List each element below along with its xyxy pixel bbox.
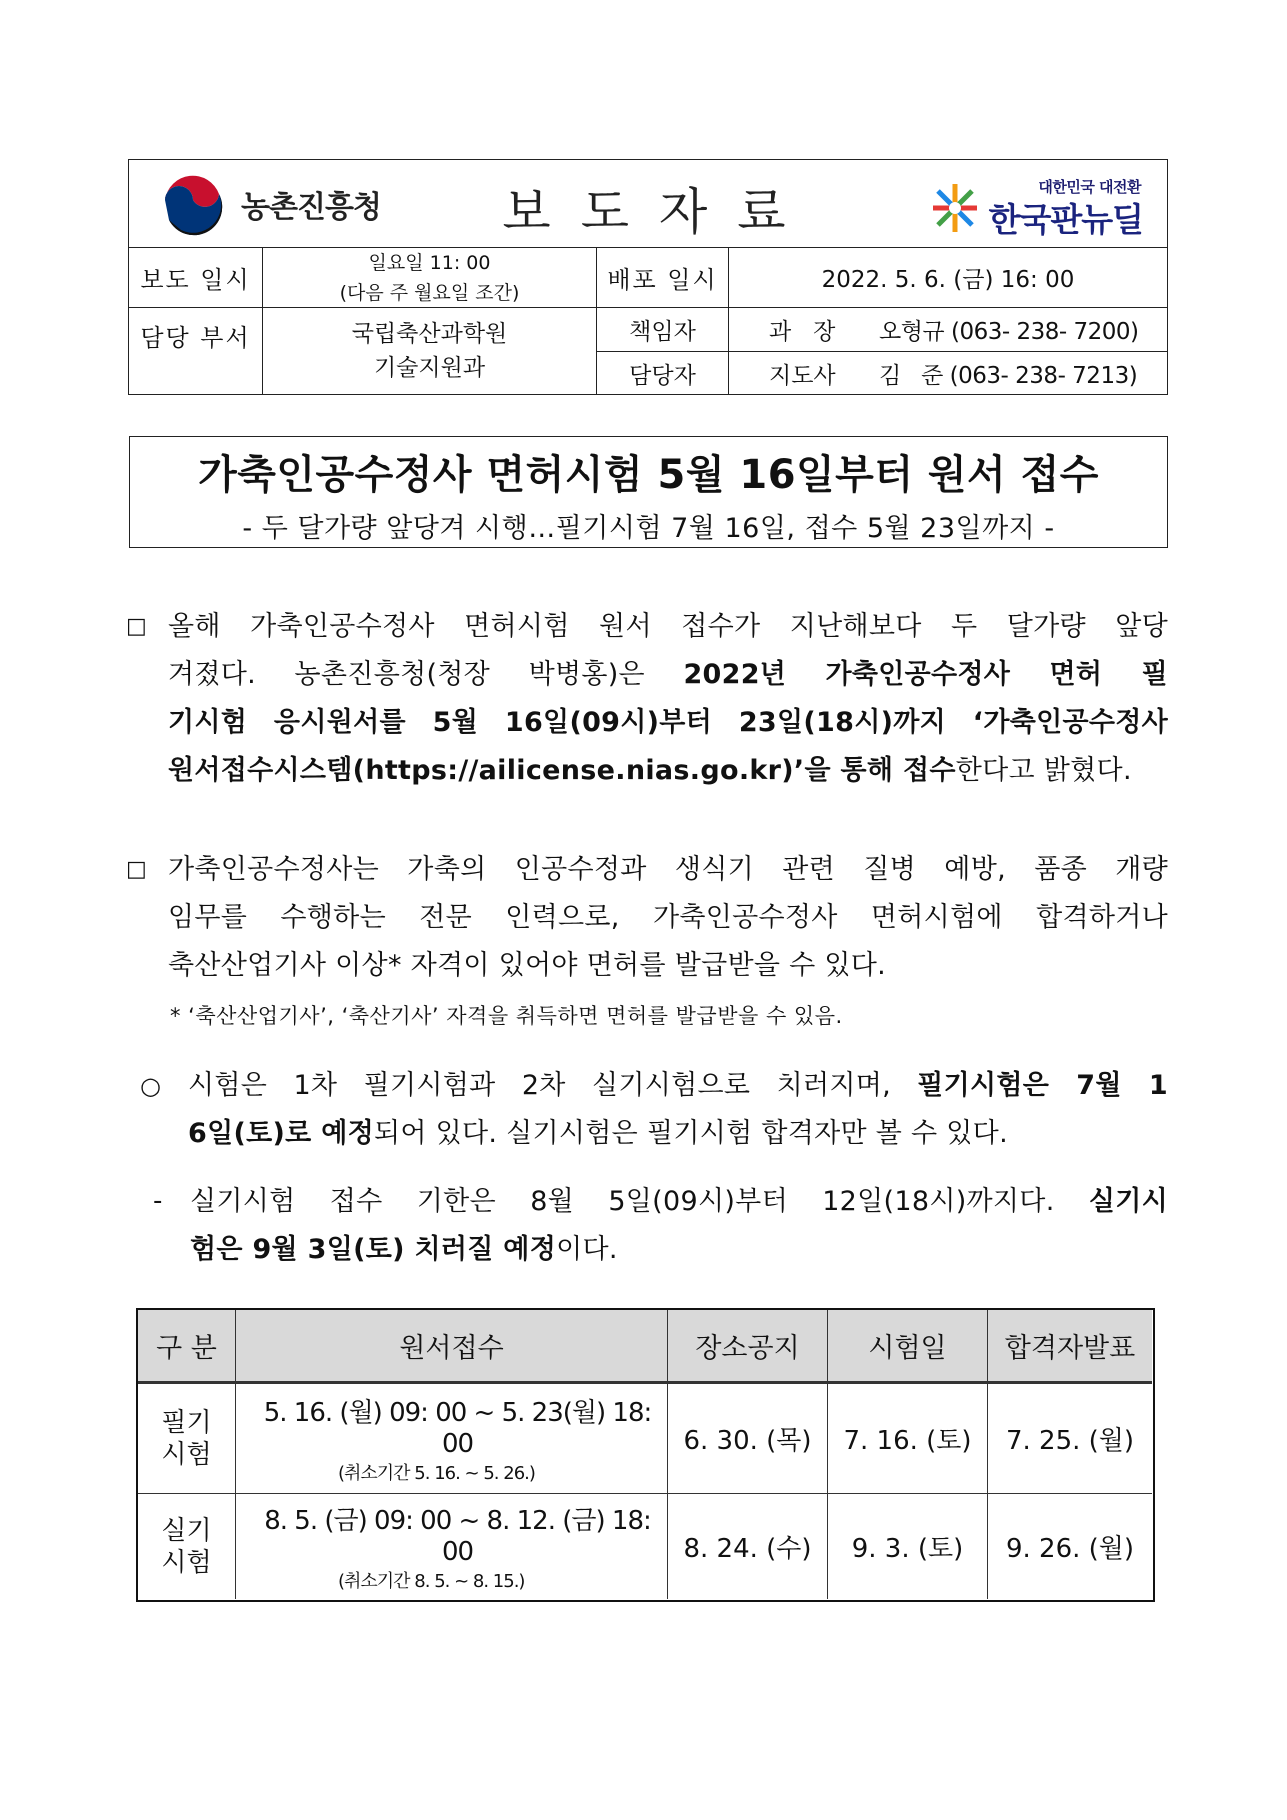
p3-line-1: 시험은 1차 필기시험과 2차 실기시험으로 치러지며, 필기시험은 7월 1 xyxy=(188,1070,1168,1101)
p2-line-3: 축산산업기사 이상* 자격이 있어야 면허를 발급받을 수 있다. xyxy=(168,950,887,981)
p2-line-1: 가축인공수정사는 가축의 인공수정과 생식기 관련 질병 예방, 품종 개량 xyxy=(168,854,1168,885)
dash-bullet-icon: - xyxy=(153,1186,163,1216)
rda-logo xyxy=(159,170,449,238)
manager-row xyxy=(729,308,1167,352)
table-row-written-result: 7. 25. (월) xyxy=(988,1384,1152,1494)
korean-new-deal-logo xyxy=(925,172,1145,238)
press-header-banner xyxy=(129,160,1167,248)
press-header-table xyxy=(128,159,1168,395)
table-row-practical-result: 9. 26. (월) xyxy=(1005,1534,1135,1564)
paragraph-2 xyxy=(168,846,1168,990)
release-day: 일요일 11: 00 xyxy=(368,251,491,274)
department-division: 기술지원과 xyxy=(373,355,486,381)
col-header-application: 원서접수 xyxy=(236,1310,668,1384)
press-release-title: 보도자료 xyxy=(502,183,816,241)
new-deal-title: 한국판뉴딜 xyxy=(988,200,1143,239)
table-row-practical-notice: 8. 24. (수) xyxy=(668,1494,828,1599)
contact-name: 김 준 (063- 238- 7213) xyxy=(879,362,1138,389)
table-row-written-apply: 5. 16. (월) 09: 00 ~ 5. 23(월) 18: 00 (취소기간 5. 16. ~ 5. 26.) xyxy=(236,1384,668,1494)
square-bullet-icon: □ xyxy=(126,614,147,639)
distribute-date-label: 배포 일시 xyxy=(597,248,729,308)
p3-line-2: 6일(토)로 예정되어 있다. 실기시험은 필기시험 합격자만 볼 수 있다. xyxy=(188,1118,1008,1149)
p1-line-2: 겨졌다. 농촌진흥청(청장 박병홍)은 2022년 가축인공수정사 면허 필 xyxy=(168,659,1168,690)
p1-line-4: 원서접수시스템(https://ailicense.nias.go.kr)’을 통해 접수한다고 밝혔다. xyxy=(168,755,1132,786)
table-row-written-type: 필기 시험 xyxy=(138,1384,236,1494)
release-date-label: 보도 일시 xyxy=(129,248,263,308)
contact-label: 담당자 xyxy=(597,352,729,394)
distribute-date-value: 2022. 5. 6. (금) 16: 00 xyxy=(729,248,1167,308)
headline-box xyxy=(129,436,1168,548)
paragraph-4 xyxy=(190,1178,1168,1274)
p2-line-2: 임무를 수행하는 전문 인력으로, 가축인공수정사 면허시험에 합격하거나 xyxy=(168,902,1168,933)
square-bullet-icon: □ xyxy=(126,857,147,882)
exam-schedule-table xyxy=(136,1308,1155,1602)
release-note: (다음 주 월요일 조간) xyxy=(339,281,520,304)
contact-title: 지도사 xyxy=(769,362,836,389)
col-header-category: 구 분 xyxy=(138,1310,236,1384)
table-row-practical-type: 실기 시험 xyxy=(138,1494,236,1599)
release-date-value xyxy=(263,248,597,308)
contact-row xyxy=(729,352,1167,394)
p4-line-2: 험은 9월 3일(토) 치러질 예정이다. xyxy=(190,1234,618,1265)
new-deal-subtitle: 대한민국 대전환 xyxy=(1038,178,1141,196)
footnote: * ‘축산산업기사’, ‘축산기사’ 자격을 취득하면 면허를 발급받을 수 있음. xyxy=(170,1004,843,1028)
headline: 가축인공수정사 면허시험 5월 16일부터 원서 접수 xyxy=(198,452,1099,498)
table-row-written-exam: 7. 16. (토) xyxy=(828,1384,988,1494)
new-deal-star-icon xyxy=(925,178,985,238)
department-value xyxy=(263,308,597,394)
manager-title: 과 장 xyxy=(769,319,836,345)
circle-bullet-icon: ○ xyxy=(140,1072,161,1100)
p1-line-3: 기시험 응시원서를 5월 16일(09시)부터 23일(18시)까지 ‘가축인공수정사 xyxy=(168,707,1168,738)
p4-line-1: 실기시험 접수 기한은 8월 5일(09시)부터 12일(18시)까지다. 실기시 xyxy=(190,1186,1168,1217)
col-header-result: 합격자발표 xyxy=(988,1310,1152,1384)
org-name: 농촌진흥청 xyxy=(241,190,381,225)
taegeuk-logo-icon xyxy=(159,170,227,238)
department-label: 담당 부서 xyxy=(129,308,263,394)
p1-line-1: 올해 가축인공수정사 면허시험 원서 접수가 지난해보다 두 달가량 앞당 xyxy=(168,611,1168,642)
paragraph-1 xyxy=(168,603,1168,795)
department-institute: 국립축산과학원 xyxy=(351,321,508,347)
paragraph-3 xyxy=(188,1062,1168,1158)
col-header-venue-notice: 장소공지 xyxy=(668,1310,828,1384)
table-row-practical-exam: 9. 3. (토) xyxy=(828,1494,988,1599)
subheadline: - 두 달가량 앞당겨 시행…필기시험 7월 16일, 접수 5월 23일까지 - xyxy=(242,513,1055,544)
col-header-exam-date: 시험일 xyxy=(828,1310,988,1384)
table-row-practical-apply: 8. 5. (금) 09: 00 ~ 8. 12. (금) 18: 00 (취소기간 8. 5. ~ 8. 15.) xyxy=(236,1494,668,1599)
manager-label: 책임자 xyxy=(597,308,729,352)
table-row-written-notice: 6. 30. (목) xyxy=(668,1384,828,1494)
manager-name: 오형규 (063- 238- 7200) xyxy=(879,319,1139,345)
